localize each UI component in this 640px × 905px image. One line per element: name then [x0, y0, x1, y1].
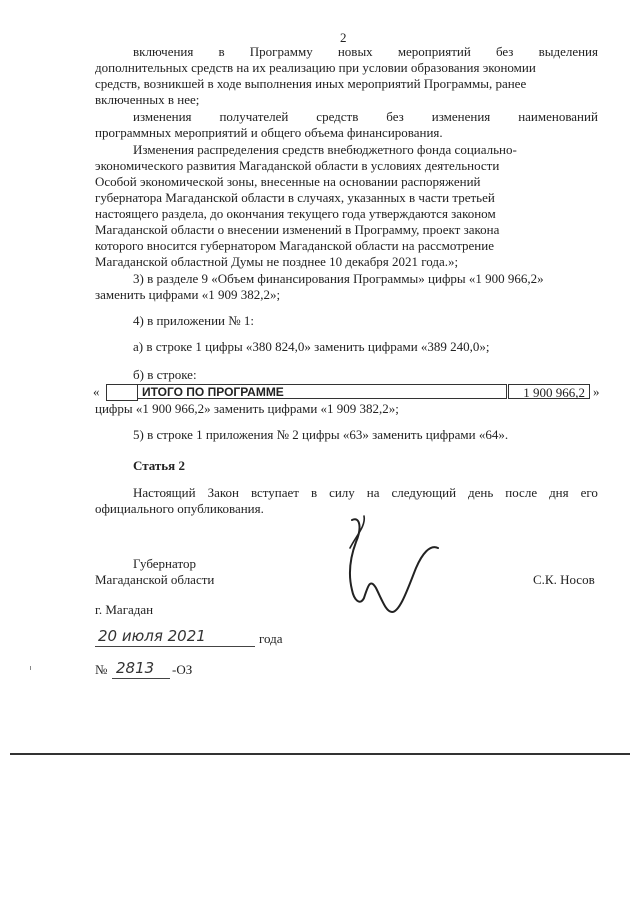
word: Закон — [207, 485, 239, 500]
handwritten-number: 2813 — [116, 659, 155, 677]
paragraph-line: дополнительных средств на их реализацию при условии образования экономии — [95, 60, 536, 75]
paragraph-line — [133, 109, 598, 125]
paragraph-line: губернатора Магаданской области в случаях, указанных в части третьей — [95, 190, 495, 205]
word: изменения — [133, 109, 192, 124]
handwritten-signature — [330, 508, 460, 628]
word: средств — [316, 109, 359, 124]
paragraph-line: которого вносится губернатором Магаданской области на рассмотрение — [95, 238, 494, 253]
close-quote: » — [593, 384, 600, 399]
total-title-cell: ИТОГО ПО ПРОГРАММЕ — [137, 384, 507, 399]
word: в — [310, 485, 318, 500]
amendment-item: цифры «1 900 966,2» заменить цифрами «1 909 382,2»; — [95, 401, 399, 416]
amendment-item: 3) в разделе 9 «Объем финансирования Программы» цифры «1 900 966,2» — [133, 271, 544, 286]
paragraph-line: экономического развития Магаданской области в условиях деятельности — [95, 158, 500, 173]
word: силу — [329, 485, 355, 500]
word: включения — [133, 44, 194, 59]
empty-cell — [106, 384, 138, 401]
paragraph-line: средств, возникшей в ходе выполнения иных мероприятий Программы, ранее — [95, 76, 527, 91]
amendment-item: 4) в приложении № 1: — [133, 313, 255, 328]
word: его — [580, 485, 598, 500]
paragraph-line: Магаданской областной Думы не позднее 10 декабря 2021 года.»; — [95, 254, 459, 269]
word: без — [495, 44, 514, 59]
number-prefix: № — [95, 662, 108, 677]
word: следующий — [391, 485, 457, 500]
word: выделения — [538, 44, 598, 59]
open-quote: « — [93, 384, 100, 399]
page-number: 2 — [340, 30, 347, 45]
word: Программу — [249, 44, 313, 59]
word: на — [366, 485, 380, 500]
amendment-item: 5) в строке 1 приложения № 2 цифры «63» заменить цифрами «64». — [133, 427, 509, 442]
word: без — [386, 109, 404, 124]
word: получателей — [219, 109, 289, 124]
amendment-item: б) в строке: — [133, 367, 197, 382]
paragraph-line: программных мероприятий и общего объема финансирования. — [95, 125, 443, 140]
word: день — [468, 485, 494, 500]
total-value-cell: 1 900 966,2 — [508, 384, 590, 399]
paragraph-line: настоящего раздела, до окончания текущего года утверждаются законом — [95, 206, 496, 221]
paragraph-line: включенных в нее; — [95, 92, 200, 107]
article-text-line — [133, 485, 598, 501]
word: вступает — [250, 485, 299, 500]
amendment-item: а) в строке 1 цифры «380 824,0» заменить цифрами «389 240,0»; — [133, 339, 490, 354]
word: мероприятий — [397, 44, 471, 59]
word: наименований — [518, 109, 598, 124]
paragraph-line: Магаданской области о внесении изменений в Программу, проект закона — [95, 222, 500, 237]
program-total-row — [93, 384, 603, 400]
signatory-title: Губернатор — [133, 556, 196, 571]
paragraph-line: Особой экономической зоны, внесенные на основании распоряжений — [95, 174, 481, 189]
paragraph-line: Изменения распределения средств внебюджетного фонда социально- — [133, 142, 517, 157]
handwritten-date: 20 июля 2021 — [98, 627, 206, 645]
margin-mark — [30, 666, 31, 670]
word: после — [505, 485, 538, 500]
number-suffix: -ОЗ — [172, 662, 193, 677]
word: в — [218, 44, 225, 59]
amendment-item: заменить цифрами «1 909 382,2»; — [95, 287, 281, 302]
word: изменения — [431, 109, 491, 124]
word: дня — [549, 485, 569, 500]
city: г. Магадан — [95, 602, 154, 617]
signatory-title: Магаданской области — [95, 572, 215, 587]
page-bottom-rule — [10, 753, 630, 755]
word: новых — [337, 44, 373, 59]
article-heading: Статья 2 — [133, 458, 185, 473]
date-suffix: года — [259, 631, 283, 646]
article-text-line: официального опубликования. — [95, 501, 264, 516]
word: Настоящий — [133, 485, 196, 500]
paragraph-line — [133, 44, 598, 60]
signatory-name: С.К. Носов — [533, 572, 595, 587]
